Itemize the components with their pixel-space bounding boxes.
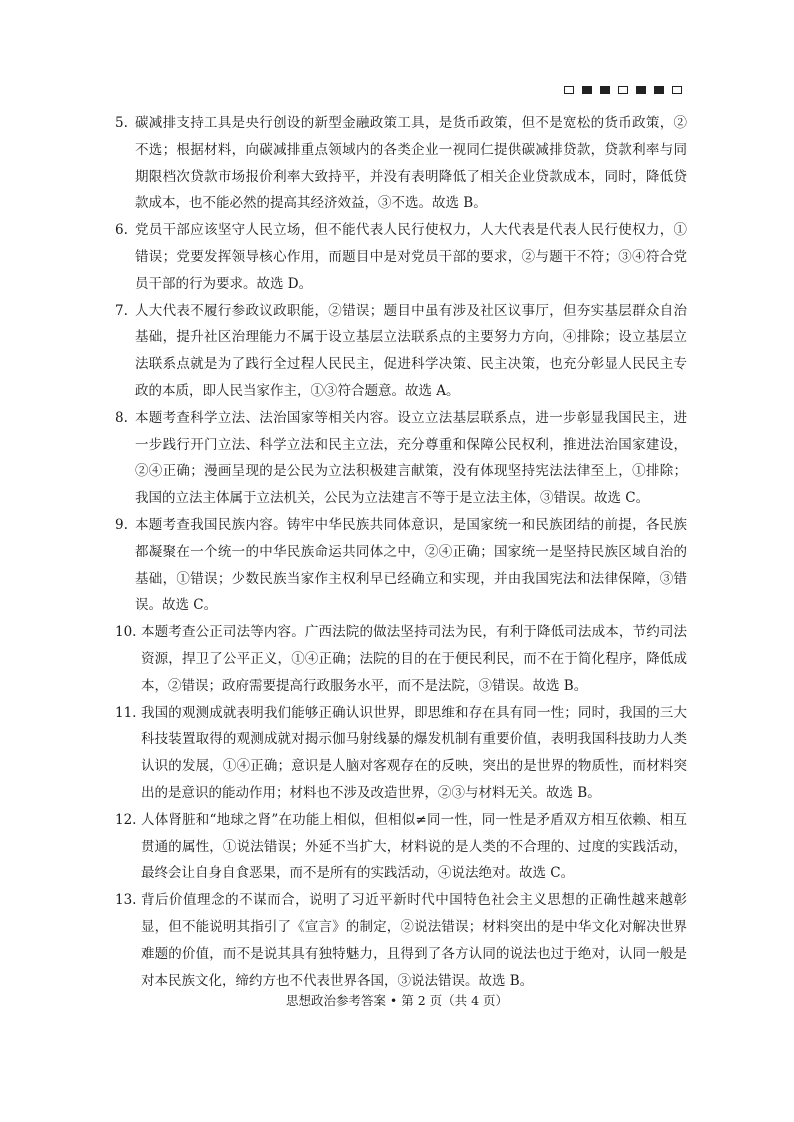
filled-square-icon — [582, 86, 592, 94]
header-marks — [564, 86, 682, 94]
answer-number: 9. — [115, 516, 128, 533]
answer-list — [115, 110, 687, 994]
answer-number: 11. — [115, 704, 137, 721]
answer-text: 碳减排支持工具是央行创设的新型金融政策工具，是货币政策，但不是宽松的货币政策，②不选；根据材料，向碳减排重点领域内的各类企业一视同仁提供碳减排贷款，贷款利率与同期限档次贷款市场报价利率大致持平，并没有表明降低了相关企业贷款成本，同时，降低贷款成本，也不能必然的提高其经济效益，③不选。故选 B。 — [135, 115, 687, 212]
answer-text: 我国的观测成就表明我们能够正确认识世界，即思维和存在具有同一性；同时，我国的三大科技装置取得的观测成就对揭示伽马射线暴的爆发机制有重要价值，表明我国科技助力人类认识的发展，①④正确；意识是人脑对客观存在的反映，突出的是世界的物质性，而材料突出的是意识的能动作用；材料也不涉及改造世界，②③与材料无关。故选 B。 — [141, 704, 687, 801]
filled-square-icon — [654, 86, 664, 94]
answer-number: 6. — [115, 222, 128, 239]
answer-item — [115, 110, 687, 217]
answer-number: 10. — [115, 624, 137, 641]
answer-number: 8. — [115, 409, 128, 426]
answer-number: 7. — [115, 302, 128, 319]
empty-square-icon — [564, 86, 574, 94]
answer-item — [115, 298, 687, 405]
answer-text: 本题考查我国民族内容。铸牢中华民族共同体意识，是国家统一和民族团结的前提，各民族都凝聚在一个统一的中华民族命运共同体之中，②④正确；国家统一是坚持民族区域自治的基础，①错误；少数民族当家作主权利早已经确立和实现，并由我国宪法和法律保障，③错误。故选 C。 — [135, 516, 687, 614]
answer-text: 本题考查科学立法、法治国家等相关内容。设立立法基层联系点，进一步彰显我国民主，进一步践行开门立法、科学立法和民主立法，充分尊重和保障公民权利，推进法治国家建设，②④正确；漫画呈现的是公民为立法积极建言献策，没有体现坚持宪法法律至上，①排除；我国的立法主体属于立法机关，公民为立法建言不等于是立法主体，③错误。故选 C。 — [135, 409, 687, 507]
answer-text: 人大代表不履行参政议政职能，②错误；题目中虽有涉及社区议事厅，但夯实基层群众自治基础，提升社区治理能力不属于设立基层立法联系点的主要努力方向，④排除；设立基层立法联系点就是为了践行全过程人民民主，促进科学决策、民主决策，也充分彰显人民民主专政的本质，即人民当家作主，①③符合题意。故选 A。 — [135, 302, 687, 399]
answer-number: 13. — [115, 892, 137, 909]
page-footer: 思想政治参考答案 • 第 2 页（共 4 页） — [285, 993, 509, 1008]
answer-text: 本题考查公正司法等内容。广西法院的做法坚持司法为民，有利于降低司法成本，节约司法资源，捍卫了公平正义，①④正确；法院的目的在于便民利民，而不在于简化程序，降低成本，②错误；政府需要提高行政服务水平，而不是法院，③错误。故选 B。 — [141, 624, 687, 694]
answer-item — [115, 887, 687, 994]
filled-square-icon — [600, 86, 610, 94]
answer-text: 背后价值理念的不谋而合，说明了习近平新时代中国特色社会主义思想的正确性越来越彰显，但不能说明其指引了《宣言》的制定，②说法错误；材料突出的是中华文化对解决世界难题的价值，而不是说其具有独特魅力，且得到了各方认同的说法也过于绝对，认同一般是对本民族文化，缔约方也不代表世界各国，③说法错误。故选 B。 — [141, 892, 687, 989]
answer-text: 党员干部应该坚守人民立场，但不能代表人民行使权力，人大代表是代表人民行使权力，①错误；党要发挥领导核心作用，而题目中是对党员干部的要求，②与题干不符；③④符合党员干部的行为要求。故选 D。 — [135, 222, 687, 292]
answer-number: 5. — [115, 115, 128, 131]
answer-item — [115, 700, 687, 807]
answer-item — [115, 217, 687, 297]
answer-item — [115, 807, 687, 887]
empty-square-icon — [618, 86, 628, 94]
answer-number: 12. — [115, 811, 137, 828]
filled-square-icon — [636, 86, 646, 94]
answer-item — [115, 619, 687, 699]
empty-square-icon — [672, 86, 682, 94]
answer-item — [115, 405, 687, 512]
answer-text: 人体肾脏和“地球之肾”在功能上相似，但相似≠同一性，同一性是矛盾双方相互依赖、相互贯通的属性，①说法错误；外延不当扩大，材料说的是人类的不合理的、过度的实践活动，最终会让自身自食恶果，而不是所有的实践活动，④说法绝对。故选 C。 — [141, 811, 687, 882]
answer-item — [115, 512, 687, 619]
